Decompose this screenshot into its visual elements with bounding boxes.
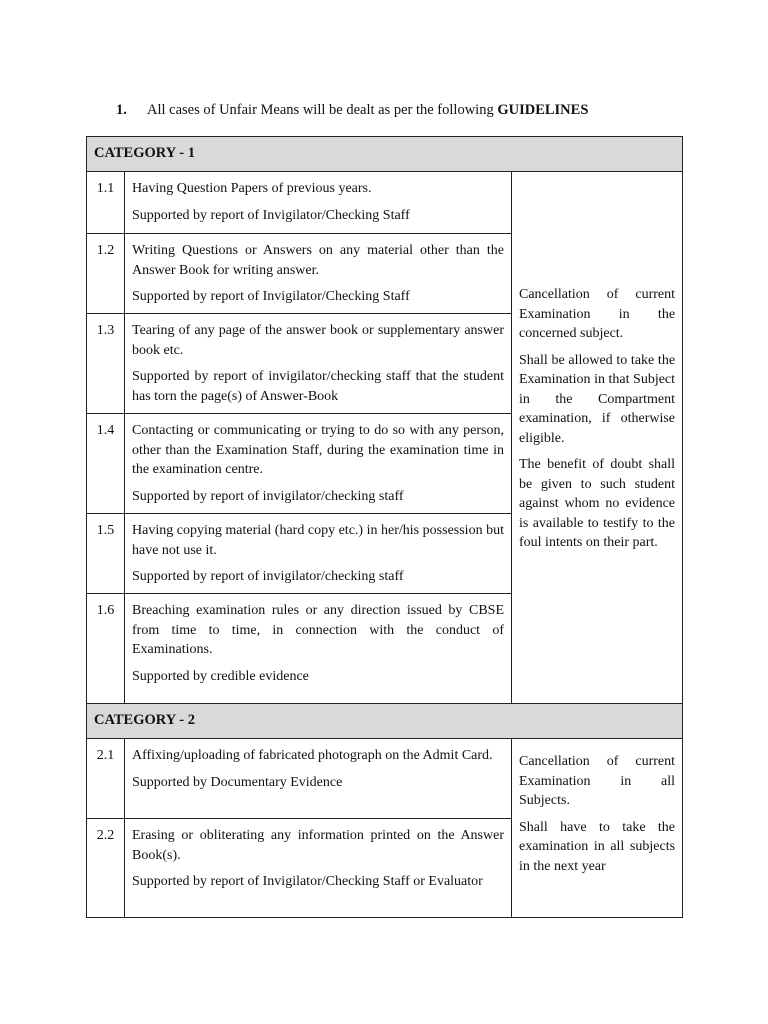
offence-cell xyxy=(125,234,512,314)
offence-cell xyxy=(125,314,512,414)
action-cell xyxy=(512,172,683,704)
offence-cell xyxy=(125,594,512,704)
category-title: CATEGORY - 2 xyxy=(87,704,683,739)
action-cell xyxy=(512,739,683,918)
row-number: 2.1 xyxy=(87,739,125,819)
evidence-text: Supported by report of Invigilator/Checking Staff xyxy=(132,289,410,304)
action-text: Cancellation of current Examination in all Subjects. xyxy=(519,754,676,808)
heading-bold-text: GUIDELINES xyxy=(497,102,589,118)
offence-text: Having Question Papers of previous years. xyxy=(132,181,372,196)
row-number: 1.5 xyxy=(87,514,125,594)
evidence-text: Supported by report of invigilator/checking staff xyxy=(132,488,404,504)
action-text: The benefit of doubt shall be given to such student against whom no evidence is available to testify to the foul intents on their part. xyxy=(519,457,676,550)
offence-text: Contacting or communicating or trying to do so with any person, other than the Examination Staff, during the examination time in the examination centre. xyxy=(132,423,504,477)
row-number: 1.2 xyxy=(87,234,125,314)
offence-text: Affixing/uploading of fabricated photograph on the Admit Card. xyxy=(132,748,493,763)
evidence-text: Supported by report of Invigilator/Checking Staff or Evaluator xyxy=(132,874,483,889)
row-number: 1.1 xyxy=(87,172,125,234)
evidence-text: Supported by report of invigilator/checking staff xyxy=(132,569,404,584)
guidelines-heading xyxy=(116,101,716,121)
offence-cell xyxy=(125,172,512,234)
offence-text: Having copying material (hard copy etc.) in her/his possession but have not use it. xyxy=(132,523,504,558)
evidence-text: Supported by report of invigilator/checking staff that the student has torn the page(s) of Answer-Book xyxy=(132,369,504,404)
row-number: 1.3 xyxy=(87,314,125,414)
table-row xyxy=(87,172,683,234)
action-text: Cancellation of current Examination in the concerned subject. xyxy=(519,287,676,341)
evidence-text: Supported by credible evidence xyxy=(132,668,309,684)
guidelines-table xyxy=(86,136,683,918)
offence-cell xyxy=(125,514,512,594)
heading-text: All cases of Unfair Means will be dealt as per the following xyxy=(147,102,498,118)
row-number: 1.4 xyxy=(87,414,125,514)
category-header-row xyxy=(87,704,683,739)
offence-cell xyxy=(125,414,512,514)
offence-text: Breaching examination rules or any direction issued by CBSE from time to time, in connection with the conduct of Examinations. xyxy=(132,603,504,657)
offence-cell xyxy=(125,819,512,918)
evidence-text: Supported by Documentary Evidence xyxy=(132,774,343,790)
heading-number: 1. xyxy=(116,102,127,118)
action-text: Shall be allowed to take the Examination in that Subject in the Compartment examination, if otherwise eligible. xyxy=(519,352,676,446)
category-title: CATEGORY - 1 xyxy=(87,137,683,172)
action-text: Shall have to take the examination in all subjects in the next year xyxy=(519,819,676,874)
row-number: 2.2 xyxy=(87,819,125,918)
offence-cell xyxy=(125,739,512,819)
evidence-text: Supported by report of Invigilator/Checking Staff xyxy=(132,207,410,223)
category-header-row xyxy=(87,137,683,172)
table-row xyxy=(87,739,683,819)
offence-text: Erasing or obliterating any information printed on the Answer Book(s). xyxy=(132,828,504,863)
offence-text: Writing Questions or Answers on any material other than the Answer Book for writing answer. xyxy=(132,243,504,278)
row-number: 1.6 xyxy=(87,594,125,704)
offence-text: Tearing of any page of the answer book or supplementary answer book etc. xyxy=(132,323,504,358)
